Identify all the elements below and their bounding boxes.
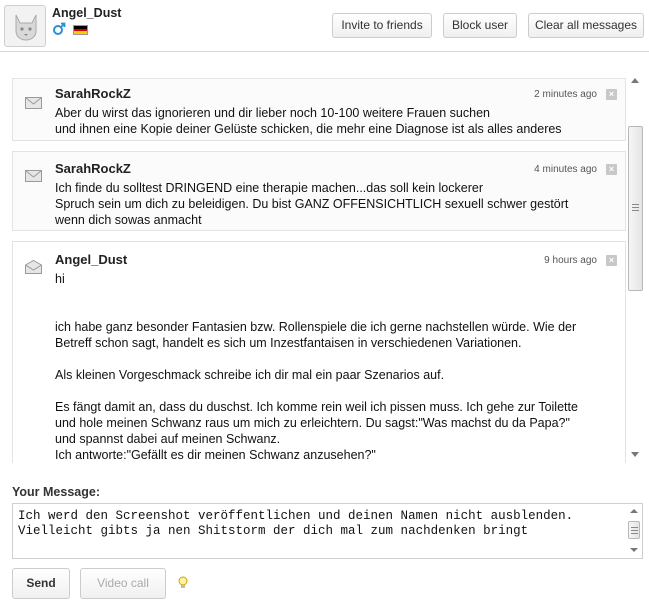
- lightbulb-icon[interactable]: [178, 576, 188, 590]
- message-time: 9 hours ago: [544, 255, 597, 266]
- reply-scrollbar-thumb[interactable]: [628, 521, 640, 539]
- delete-message-icon[interactable]: ×: [606, 255, 617, 266]
- reply-box: [12, 503, 643, 559]
- scroll-up-arrow-icon[interactable]: [630, 509, 638, 513]
- message-list[interactable]: [12, 70, 643, 463]
- message-list-scrollbar[interactable]: [627, 70, 644, 463]
- send-button[interactable]: Send: [12, 568, 70, 599]
- reply-scrollbar[interactable]: [626, 504, 642, 558]
- message-input[interactable]: [13, 504, 625, 558]
- delete-message-icon[interactable]: ×: [606, 89, 617, 100]
- message-text: Ich finde du solltest DRINGEND eine therapie machen...das soll kein lockerer Spruch sein um dich zu beleidigen. Du bist GANZ OFFENSICHTLICH sexuell schwer gestört wenn dich sowas anmacht: [55, 181, 569, 227]
- scrollbar-thumb[interactable]: [628, 126, 643, 291]
- user-avatar-icon: [10, 11, 42, 43]
- message-item: [12, 78, 626, 141]
- clear-all-messages-button[interactable]: Clear all messages: [528, 13, 644, 38]
- flag-germany-icon: [73, 25, 88, 35]
- message-text: Aber du wirst das ignorieren und dir lieber noch 10-100 weitere Frauen suchen und ihnen eine Kopie deiner Gelüste schicken, die mehr eine Diagnose ist als alles anderes: [55, 106, 562, 136]
- chat-header: [0, 0, 649, 52]
- scroll-down-arrow-icon[interactable]: [630, 548, 638, 552]
- avatar[interactable]: [4, 5, 46, 47]
- envelope-open-icon: [25, 260, 42, 274]
- message-item: [12, 241, 626, 463]
- delete-message-icon[interactable]: ×: [606, 164, 617, 175]
- message-time: 4 minutes ago: [534, 164, 597, 175]
- envelope-icon: [25, 97, 42, 109]
- message-item: [12, 151, 626, 231]
- scroll-up-arrow-icon[interactable]: [631, 78, 639, 83]
- male-icon: [52, 22, 66, 36]
- invite-to-friends-button[interactable]: Invite to friends: [332, 13, 432, 38]
- block-user-button[interactable]: Block user: [443, 13, 517, 38]
- video-call-button[interactable]: Video call: [80, 568, 166, 599]
- your-message-label: Your Message:: [12, 485, 100, 499]
- message-time: 2 minutes ago: [534, 89, 597, 100]
- message-author[interactable]: SarahRockZ: [55, 161, 131, 176]
- message-author[interactable]: SarahRockZ: [55, 86, 131, 101]
- envelope-icon: [25, 170, 42, 182]
- scroll-down-arrow-icon[interactable]: [631, 452, 639, 457]
- message-text: hi ich habe ganz besonder Fantasien bzw. Rollenspiele die ich gerne nachstellen würde. Wie der Betreff schon sagt, handelt es sich um Inzestfantaisen in verschiedenen Variationen. Als kleinen Vorgeschmack schreibe ich dir mal ein paar Szenarios auf. Es fängt damit an, dass du duschst. Ich komme rein weil ich pissen muss. Ich gehe zur Toilette und hole meinen Schwanz raus um mich zu erleichtern. Du sagst:"Was machst du da Papa?" und spannst dabei auf meinen Schwanz. Ich antworte:"Gefällt es dir meinen Schwanz anzusehen?": [55, 272, 578, 462]
- message-author[interactable]: Angel_Dust: [55, 252, 128, 267]
- username[interactable]: Angel_Dust: [52, 6, 122, 20]
